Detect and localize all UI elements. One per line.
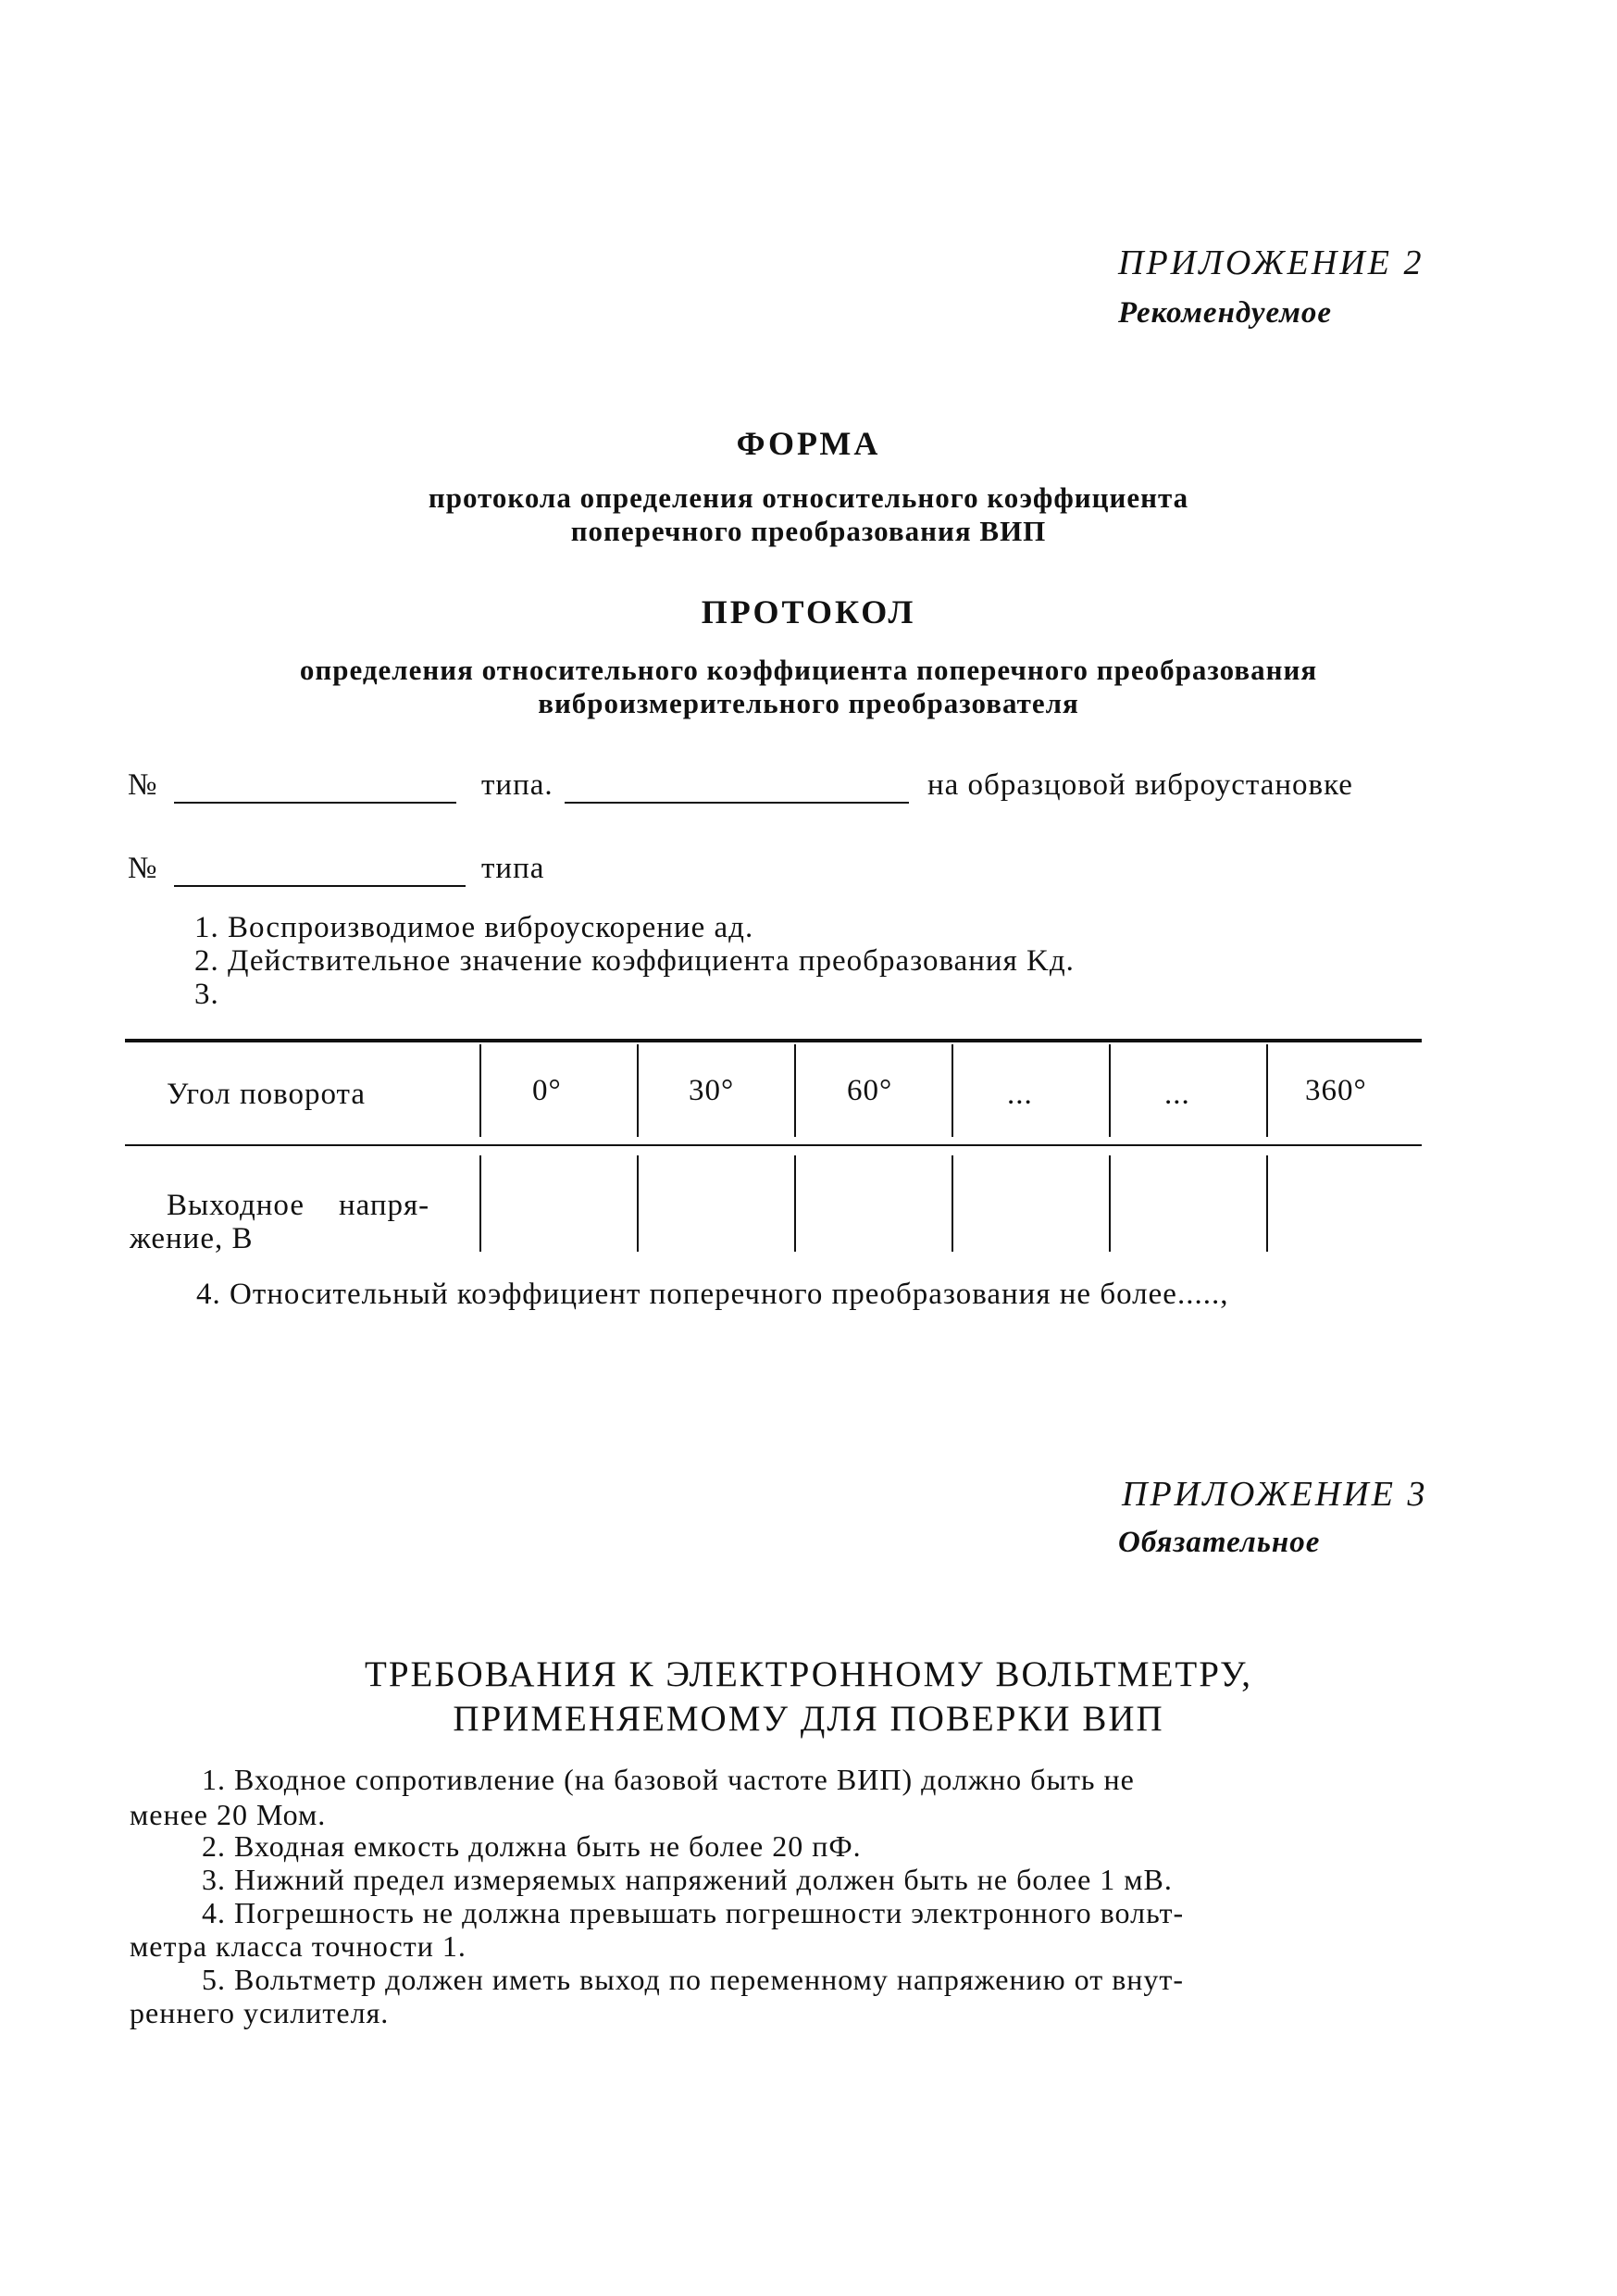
angle-cell: ... xyxy=(1164,1078,1190,1111)
table-top-rule xyxy=(125,1039,1422,1042)
angle-cell: 30° xyxy=(689,1074,735,1107)
appendix-2-status: Рекомендуемое xyxy=(1118,296,1333,330)
requirement-line: метра класса точности 1. xyxy=(130,1929,466,1963)
table-col-sep xyxy=(479,1155,481,1252)
requirements-title-line1: ТРЕБОВАНИЯ К ЭЛЕКТРОННОМУ ВОЛЬТМЕТРУ, xyxy=(365,1654,1252,1694)
table-col-sep xyxy=(637,1044,639,1137)
appendix-3-heading: ПРИЛОЖЕНИЕ 3 xyxy=(1122,1475,1428,1514)
output-voltage-label-line2: жение, В xyxy=(130,1222,254,1255)
form-title: ФОРМА xyxy=(736,425,881,462)
item-2: 2. Действительное значение коэффициента преобразования Kд. xyxy=(194,944,1075,978)
protocol-subtitle-line1: определения относительного коэффициента поперечного преобразования xyxy=(299,654,1318,686)
item-4: 4. Относительный коэффициент поперечного преобразования не более....., xyxy=(196,1278,1229,1311)
angle-cell: 360° xyxy=(1305,1074,1367,1107)
output-voltage-label-line1: Выходное напря- xyxy=(167,1189,430,1222)
requirements-title-line2: ПРИМЕНЯЕМОМУ ДЛЯ ПОВЕРКИ ВИП xyxy=(453,1699,1164,1739)
requirement-line: 5. Вольтметр должен иметь выход по переменному напряжению от внут- xyxy=(202,1963,1185,1996)
table-col-sep xyxy=(637,1155,639,1252)
table-col-sep xyxy=(479,1044,481,1137)
protocol-subtitle-line2: виброизмерительного преобразователя xyxy=(538,687,1079,719)
angle-cell: ... xyxy=(1007,1078,1033,1111)
requirement-line: 1. Входное сопротивление (на базовой частоте ВИП) должно быть не xyxy=(202,1763,1135,1796)
form-subtitle-line1: протокола определения относительного коэффициента xyxy=(428,481,1189,514)
table-col-sep xyxy=(1109,1155,1111,1252)
number-blank[interactable] xyxy=(174,802,456,804)
table-middle-rule xyxy=(125,1144,1422,1146)
requirement-line: 2. Входная емкость должна быть не более 20 пФ. xyxy=(202,1829,862,1863)
number-blank-2[interactable] xyxy=(174,885,466,887)
requirement-line: 4. Погрешность не должна превышать погрешности электронного вольт- xyxy=(202,1896,1185,1929)
field-tail-text: на образцовой виброустановке xyxy=(927,768,1353,802)
appendix-2-heading: ПРИЛОЖЕНИЕ 2 xyxy=(1118,243,1424,282)
field-number-label: № xyxy=(128,768,158,802)
requirement-line: реннего усилителя. xyxy=(130,1996,390,2029)
field-type-label: типа. xyxy=(481,768,554,802)
requirement-line: менее 20 Мом. xyxy=(130,1798,327,1831)
table-col-sep xyxy=(794,1044,796,1137)
item-3: 3. xyxy=(194,978,219,1011)
form-subtitle-line2: поперечного преобразования ВИП xyxy=(570,515,1047,547)
table-col-sep xyxy=(794,1155,796,1252)
table-col-sep xyxy=(1109,1044,1111,1137)
angle-cell: 0° xyxy=(532,1074,562,1107)
table-col-sep xyxy=(952,1044,953,1137)
table-col-sep xyxy=(1266,1155,1268,1252)
type-blank[interactable] xyxy=(565,802,909,804)
rotation-angle-label: Угол поворота xyxy=(167,1078,367,1111)
table-col-sep xyxy=(952,1155,953,1252)
appendix-3-status: Обязательное xyxy=(1118,1526,1321,1559)
requirement-line: 3. Нижний предел измеряемых напряжений должен быть не более 1 мВ. xyxy=(202,1863,1173,1896)
protocol-title: ПРОТОКОЛ xyxy=(701,593,916,630)
table-col-sep xyxy=(1266,1044,1268,1137)
angle-cell: 60° xyxy=(847,1074,893,1107)
field-type-label-2: типа xyxy=(481,852,545,885)
field-number-label-2: № xyxy=(128,852,158,885)
item-1: 1. Воспроизводимое виброускорение aд. xyxy=(194,911,754,944)
